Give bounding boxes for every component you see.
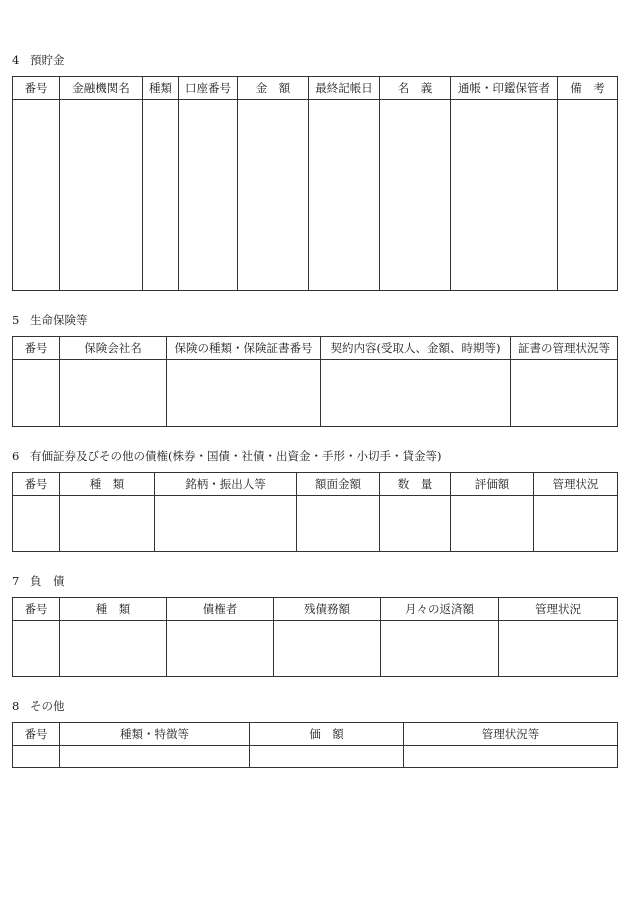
table-row [13,746,618,768]
input-cell[interactable] [13,621,60,677]
input-cell[interactable] [274,621,381,677]
col-header: 保険会社名 [60,337,167,360]
input-cell[interactable] [238,100,309,291]
input-cell[interactable] [167,360,321,427]
input-cell[interactable] [13,746,60,768]
input-cell[interactable] [250,746,404,768]
col-header: 最終記帳日 [309,77,380,100]
section-number: 7 [12,574,20,588]
col-header: 金融機関名 [60,77,143,100]
input-cell[interactable] [13,496,60,552]
input-cell[interactable] [381,621,499,677]
col-header: 通帳・印鑑保管者 [451,77,558,100]
col-header: 価 額 [250,723,404,746]
input-cell[interactable] [499,621,618,677]
col-header: 管理状況 [534,473,618,496]
section-6-title [12,449,441,463]
col-header: 名 義 [380,77,451,100]
table-row [13,621,618,677]
col-header: 保険の種類・保険証書番号 [167,337,321,360]
col-header: 番号 [13,77,60,100]
input-cell[interactable] [155,496,297,552]
col-header: 番号 [13,337,60,360]
section-heading: その他 [30,699,65,713]
input-cell[interactable] [179,100,238,291]
section-7-title [12,574,65,588]
col-header: 種類・特徴等 [60,723,250,746]
input-cell[interactable] [60,100,143,291]
section-8-title [12,699,65,713]
col-header: 管理状況等 [404,723,618,746]
section-heading: 有価証券及びその他の債権(株券・国債・社債・出資金・手形・小切手・貸金等) [30,449,442,463]
col-header: 債権者 [167,598,274,621]
input-cell[interactable] [13,360,60,427]
col-header: 証書の管理状況等 [511,337,618,360]
securities-table [12,472,618,552]
col-header: 契約内容(受取人、金額、時期等) [321,337,511,360]
input-cell[interactable] [321,360,511,427]
input-cell[interactable] [297,496,380,552]
input-cell[interactable] [60,746,250,768]
liabilities-table [12,597,618,677]
col-header: 金 額 [238,77,309,100]
section-heading: 預貯金 [30,53,65,67]
col-header: 銘柄・振出人等 [155,473,297,496]
header-row [13,723,618,746]
header-row [13,598,618,621]
section-number: 8 [12,699,20,713]
savings-table [12,76,618,291]
col-header: 口座番号 [179,77,238,100]
col-header: 種類 [143,77,179,100]
input-cell[interactable] [534,496,618,552]
header-row [13,473,618,496]
input-cell[interactable] [143,100,179,291]
col-header: 評価額 [451,473,534,496]
section-4-title [12,53,65,67]
input-cell[interactable] [13,100,60,291]
col-header: 備 考 [558,77,618,100]
input-cell[interactable] [380,496,451,552]
input-cell[interactable] [558,100,618,291]
input-cell[interactable] [309,100,380,291]
section-number: 6 [12,449,20,463]
col-header: 数 量 [380,473,451,496]
col-header: 残債務額 [274,598,381,621]
col-header: 番号 [13,723,60,746]
input-cell[interactable] [60,621,167,677]
section-number: 5 [12,313,20,327]
table-row [13,100,618,291]
input-cell[interactable] [380,100,451,291]
input-cell[interactable] [60,496,155,552]
input-cell[interactable] [167,621,274,677]
section-heading: 生命保険等 [30,313,88,327]
table-row [13,496,618,552]
other-assets-table [12,722,618,768]
section-heading: 負 債 [30,574,65,588]
col-header: 月々の返済額 [381,598,499,621]
section-number: 4 [12,53,20,67]
table-row [13,360,618,427]
col-header: 種 類 [60,473,155,496]
col-header: 番号 [13,473,60,496]
life-insurance-table [12,336,618,427]
input-cell[interactable] [511,360,618,427]
col-header: 種 類 [60,598,167,621]
header-row [13,337,618,360]
header-row [13,77,618,100]
input-cell[interactable] [451,496,534,552]
col-header: 管理状況 [499,598,618,621]
col-header: 番号 [13,598,60,621]
col-header: 額面金額 [297,473,380,496]
section-5-title [12,313,88,327]
input-cell[interactable] [60,360,167,427]
input-cell[interactable] [451,100,558,291]
input-cell[interactable] [404,746,618,768]
